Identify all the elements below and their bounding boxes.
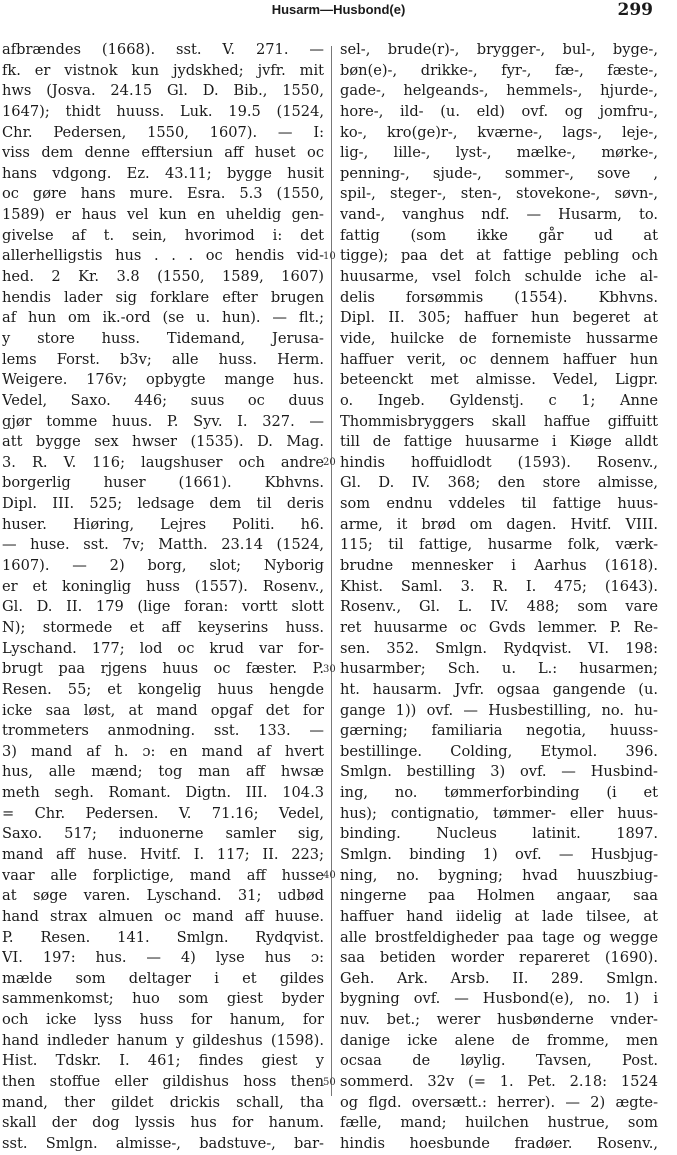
text-line: att bygge sex hwser (1535). D. Mag. bbox=[2, 433, 324, 451]
text-line: bestillinge. Colding, Etymol. 396. bbox=[340, 742, 658, 760]
text-line: allerhelligstis hus . . . oc hendis vid- bbox=[2, 247, 324, 265]
text-line: alle brostfeldigheder paa tage og wegge bbox=[340, 928, 658, 946]
text-line: Saxo. 517; induonerne samler sig, bbox=[2, 825, 324, 843]
text-line: 3. R. V. 116; laugshuser och andre bbox=[2, 453, 324, 471]
text-line: ningerne paa Holmen angaar, saa bbox=[340, 887, 658, 905]
text-line: spil-, steger-, sten-, stovekone-, søvn-, bbox=[340, 185, 658, 203]
text-line: huusarme, vsel folch schulde iche al- bbox=[340, 268, 658, 286]
text-line: mand, ther gildet drickis schall, tha bbox=[2, 1093, 324, 1111]
page-number: 299 bbox=[617, 0, 653, 20]
text-line: ing, no. tømmerforbinding (i et bbox=[340, 784, 658, 802]
text-line: hand indleder hanum y gildeshus (1598). bbox=[2, 1031, 324, 1049]
text-line: = Chr. Pedersen. V. 71.16; Vedel, bbox=[2, 804, 324, 822]
line-number: 50 bbox=[323, 1076, 336, 1088]
text-line: sen. 352. Smlgn. Rydqvist. VI. 198: bbox=[340, 639, 658, 657]
text-line: Dipl. III. 525; ledsage dem til deris bbox=[2, 495, 324, 513]
text-line: hans vdgong. Ez. 43.11; bygge husit bbox=[2, 164, 324, 182]
text-line: brudne mennesker i Aarhus (1618). bbox=[340, 557, 658, 575]
text-line: 1607). — 2) borg, slot; Nyborig bbox=[2, 557, 324, 575]
text-line: sel-, brude(r)-, brygger-, bul-, byge-, bbox=[340, 41, 658, 58]
text-line: gjør tomme huus. P. Syv. I. 327. — bbox=[2, 412, 324, 430]
text-line: vand-, vanghus ndf. — Husarm, to. bbox=[340, 206, 658, 224]
text-line: bøn(e)-, drikke-, fyr-, fæ-, fæste-, bbox=[340, 61, 658, 79]
text-line: som endnu vddeles til fattige huus- bbox=[340, 495, 658, 513]
line-number: 30 bbox=[323, 663, 336, 675]
text-line: arme, it brød om dagen. Hvitf. VIII. bbox=[340, 515, 658, 533]
line-number: 10 bbox=[323, 250, 336, 262]
text-line: hus); contignatio, tømmer- eller huus- bbox=[340, 804, 658, 822]
text-line: vaar alle forplictige, mand aff husse bbox=[2, 866, 324, 884]
text-line: tigge); paa det at fattige pebling och bbox=[340, 247, 658, 265]
text-line: borgerlig huser (1661). Kbhvns. bbox=[2, 474, 324, 492]
text-line: mand aff huse. Hvitf. I. 117; II. 223; bbox=[2, 845, 324, 863]
text-line: sst. Smlgn. almisse-, badstuve-, bar- bbox=[2, 1134, 324, 1152]
text-line: ning, no. bygning; hvad huuszbiug- bbox=[340, 866, 658, 884]
text-line: Smlgn. binding 1) ovf. — Husbjug- bbox=[340, 845, 658, 863]
text-line: danige icke alene de fromme, men bbox=[340, 1031, 658, 1049]
text-line: meth segh. Romant. Digtn. III. 104.3 bbox=[2, 784, 324, 802]
text-line: hendis lader sig forklare efter brugen bbox=[2, 288, 324, 306]
text-line: husarmber; Sch. u. L.: husarmen; bbox=[340, 660, 658, 678]
text-line: Dipl. II. 305; haffuer hun begeret at bbox=[340, 309, 658, 327]
text-line: er et koninglig huss (1557). Rosenv., bbox=[2, 577, 324, 595]
text-line: givelse af t. sein, hvorimod i: det bbox=[2, 226, 324, 244]
text-line: haffuer hand iidelig at lade tilsee, at bbox=[340, 907, 658, 925]
text-line: af hun om ik.-ord (se u. hun). — flt.; bbox=[2, 309, 324, 327]
text-line: Gl. D. IV. 368; den store almisse, bbox=[340, 474, 658, 492]
text-line: Lyschand. 177; lod oc krud var for- bbox=[2, 639, 324, 657]
text-line: huser. Hiøring, Lejres Politi. h6. bbox=[2, 515, 324, 533]
text-line: o. Ingeb. Gyldenstj. c 1; Anne bbox=[340, 391, 658, 409]
text-line: at søge varen. Lyschand. 31; udbød bbox=[2, 887, 324, 905]
left-column bbox=[2, 40, 324, 1155]
text-line: bygning ovf. — Husbond(e), no. 1) i bbox=[340, 990, 658, 1008]
text-line: ret huusarme oc Gvds lemmer. P. Re- bbox=[340, 618, 658, 636]
text-line: gærning; familiaria negotia, huuss- bbox=[340, 722, 658, 740]
text-line: Smlgn. bestilling 3) ovf. — Husbind- bbox=[340, 763, 658, 781]
line-number: 40 bbox=[323, 870, 336, 881]
text-line: nuv. bet.; werer husbønderne vnder- bbox=[340, 1011, 658, 1029]
text-line: sammenkomst; huo som giest byder bbox=[2, 990, 324, 1008]
text-line: beteenckt met almisse. Vedel, Ligpr. bbox=[340, 371, 658, 389]
text-line: 1589) er haus vel kun en uheldig gen- bbox=[2, 206, 324, 224]
text-line: delis forsømmis (1554). Kbhvns. bbox=[340, 288, 658, 306]
text-line: oc gøre hans mure. Esra. 5.3 (1550, bbox=[2, 185, 324, 203]
text-line: Gl. D. II. 179 (lige foran: vortt slott bbox=[2, 598, 324, 616]
text-line: till de fattige huusarme i Kiøge alldt bbox=[340, 433, 658, 451]
text-line: then stoffue eller gildishus hoss then bbox=[2, 1073, 324, 1091]
text-line: Resen. 55; et kongelig huus hengde bbox=[2, 680, 324, 698]
text-line: 1647); thidt huuss. Luk. 19.5 (1524, bbox=[2, 102, 324, 120]
text-line: hus, alle mænd; tog man aff hwsæ bbox=[2, 763, 324, 781]
text-line: hed. 2 Kr. 3.8 (1550, 1589, 1607) bbox=[2, 268, 324, 286]
text-line: hore-, ild- (u. eld) ovf. og jomfru-, bbox=[340, 102, 658, 120]
text-line: fk. er vistnok kun jydskhed; jvfr. mit bbox=[2, 61, 324, 79]
text-line: Weigere. 176v; opbygte mange hus. bbox=[2, 371, 324, 389]
line-number: 20 bbox=[323, 457, 336, 468]
text-line: penning-, sjude-, sommer-, sove , bbox=[340, 164, 658, 182]
page-header bbox=[0, 0, 677, 22]
column-divider bbox=[331, 46, 332, 1096]
text-line: ht. hausarm. Jvfr. ogsaa gangende (u. bbox=[340, 680, 658, 698]
text-line: lig-, lille-, lyst-, mælke-, mørke-, bbox=[340, 144, 658, 162]
text-line: Khist. Saml. 3. R. I. 475; (1643). bbox=[340, 577, 658, 595]
text-line: Rosenv., Gl. L. IV. 488; som vare bbox=[340, 598, 658, 616]
text-line: lems Forst. b3v; alle huss. Herm. bbox=[2, 350, 324, 368]
text-line: mælde som deltager i et gildes bbox=[2, 969, 324, 987]
running-head: Husarm—Husbond(e) bbox=[271, 2, 406, 17]
text-line: 3) mand af h. ɔ: en mand af hvert bbox=[2, 742, 324, 760]
text-line: sommerd. 32v (= 1. Pet. 2.18: 1524 bbox=[340, 1073, 658, 1091]
text-line: och icke lyss huss for hanum, for bbox=[2, 1011, 324, 1029]
text-line: ko-, kro(ge)r-, kværne-, lags-, leje-, bbox=[340, 123, 658, 141]
text-line: y store huss. Tidemand, Jerusa- bbox=[2, 329, 324, 347]
text-line: Hist. Tdskr. I. 461; findes giest y bbox=[2, 1052, 324, 1070]
text-line: brugt paa rjgens huus oc fæster. P. bbox=[2, 660, 324, 678]
text-line: trommeters anmodning. sst. 133. — bbox=[2, 722, 324, 740]
text-line: saa betiden worder repareret (1690). bbox=[340, 949, 658, 967]
text-line: — huse. sst. 7v; Matth. 23.14 (1524, bbox=[2, 536, 324, 554]
text-line: viss dem denne efftersiun aff huset oc bbox=[2, 144, 324, 162]
text-line: gade-, helgeands-, hemmels-, hjurde-, bbox=[340, 82, 658, 100]
text-line: 115; til fattige, husarme folk, værk- bbox=[340, 536, 658, 554]
text-line: afbrændes (1668). sst. V. 271. — bbox=[2, 41, 324, 58]
text-line: hindis hoesbunde fradøer. Rosenv., bbox=[340, 1134, 658, 1152]
text-line: hindis hoffuidlodt (1593). Rosenv., bbox=[340, 453, 658, 471]
right-column bbox=[340, 40, 658, 1155]
text-line: fattig (som ikke går ud at bbox=[340, 226, 658, 244]
text-line: hand strax almuen oc mand aff huuse. bbox=[2, 907, 324, 925]
text-line: haffuer verit, oc dennem haffuer hun bbox=[340, 350, 658, 368]
text-line: VI. 197: hus. — 4) lyse hus ɔ: bbox=[2, 949, 324, 967]
text-line: ocsaa de løylig. Tavsen, Post. bbox=[340, 1052, 658, 1070]
text-line: Thommisbryggers skall haffue giffuitt bbox=[340, 412, 658, 430]
text-line: Chr. Pedersen, 1550, 1607). — I: bbox=[2, 123, 324, 141]
text-line: P. Resen. 141. Smlgn. Rydqvist. bbox=[2, 928, 324, 946]
text-line: fælle, mand; huilchen hustrue, som bbox=[340, 1114, 658, 1132]
text-line: Geh. Ark. Arsb. II. 289. Smlgn. bbox=[340, 969, 658, 987]
text-line: gange 1)) ovf. — Husbestilling, no. hu- bbox=[340, 701, 658, 719]
text-line: skall der dog lyssis hus for hanum. bbox=[2, 1114, 324, 1132]
text-line: Vedel, Saxo. 446; suus oc duus bbox=[2, 391, 324, 409]
text-line: binding. Nucleus latinit. 1897. bbox=[340, 825, 658, 843]
text-line: icke saa løst, at mand opgaf det for bbox=[2, 701, 324, 719]
text-line: vide, huilcke de fornemiste hussarme bbox=[340, 329, 658, 347]
text-line: N); stormede et aff keyserins huss. bbox=[2, 618, 324, 636]
text-line: og flgd. oversætt.: herrer). — 2) ægte- bbox=[340, 1093, 658, 1111]
text-line: hws (Josva. 24.15 Gl. D. Bib., 1550, bbox=[2, 82, 324, 100]
